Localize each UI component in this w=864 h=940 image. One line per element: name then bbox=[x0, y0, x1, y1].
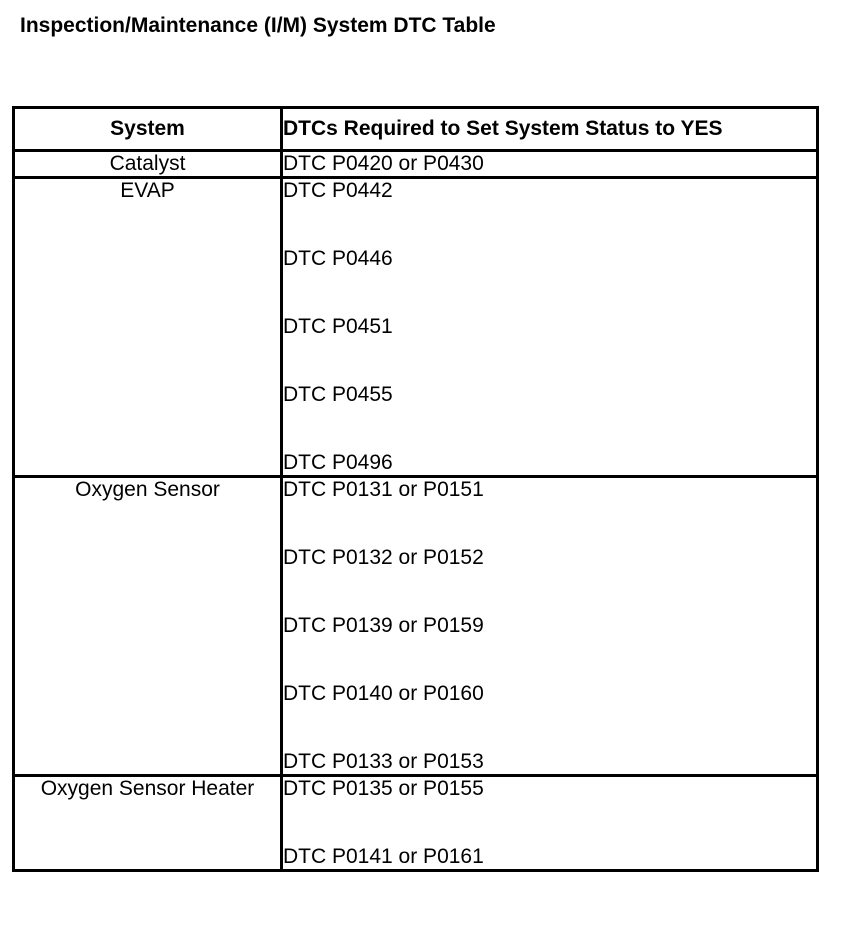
table-row bbox=[14, 776, 818, 871]
dtc-cell-catalyst bbox=[282, 151, 818, 178]
system-cell-oxygen-sensor-heater: Oxygen Sensor Heater bbox=[14, 776, 282, 871]
dtc-entry: DTC P0140 or P0160 bbox=[283, 682, 484, 705]
dtc-entry: DTC P0442 bbox=[283, 179, 393, 202]
dtc-entry: DTC P0133 or P0153 bbox=[283, 750, 484, 773]
dtc-entry: DTC P0139 or P0159 bbox=[283, 614, 484, 637]
dtc-table bbox=[12, 106, 819, 872]
page-title: Inspection/Maintenance (I/M) System DTC Table bbox=[20, 14, 496, 37]
table-row bbox=[14, 151, 818, 178]
dtc-entry: DTC P0135 or P0155 bbox=[283, 777, 484, 800]
header-dtcs: DTCs Required to Set System Status to YES bbox=[282, 108, 818, 151]
dtc-entry: DTC P0131 or P0151 bbox=[283, 478, 484, 501]
dtc-entry: DTC P0455 bbox=[283, 383, 393, 406]
table-row bbox=[14, 178, 818, 477]
dtc-entry: DTC P0132 or P0152 bbox=[283, 546, 484, 569]
dtc-entry: DTC P0141 or P0161 bbox=[283, 845, 484, 868]
dtc-entry: DTC P0420 or P0430 bbox=[283, 152, 484, 175]
dtc-entry: DTC P0451 bbox=[283, 315, 393, 338]
system-cell-evap: EVAP bbox=[14, 178, 282, 477]
dtc-cell-evap bbox=[282, 178, 818, 477]
dtc-cell-oxygen-sensor-heater bbox=[282, 776, 818, 871]
system-cell-catalyst: Catalyst bbox=[14, 151, 282, 178]
dtc-cell-oxygen-sensor bbox=[282, 477, 818, 776]
table-header-row bbox=[14, 108, 818, 151]
dtc-entry: DTC P0496 bbox=[283, 451, 393, 474]
dtc-entry: DTC P0446 bbox=[283, 247, 393, 270]
header-system: System bbox=[14, 108, 282, 151]
table-row bbox=[14, 477, 818, 776]
system-cell-oxygen-sensor: Oxygen Sensor bbox=[14, 477, 282, 776]
